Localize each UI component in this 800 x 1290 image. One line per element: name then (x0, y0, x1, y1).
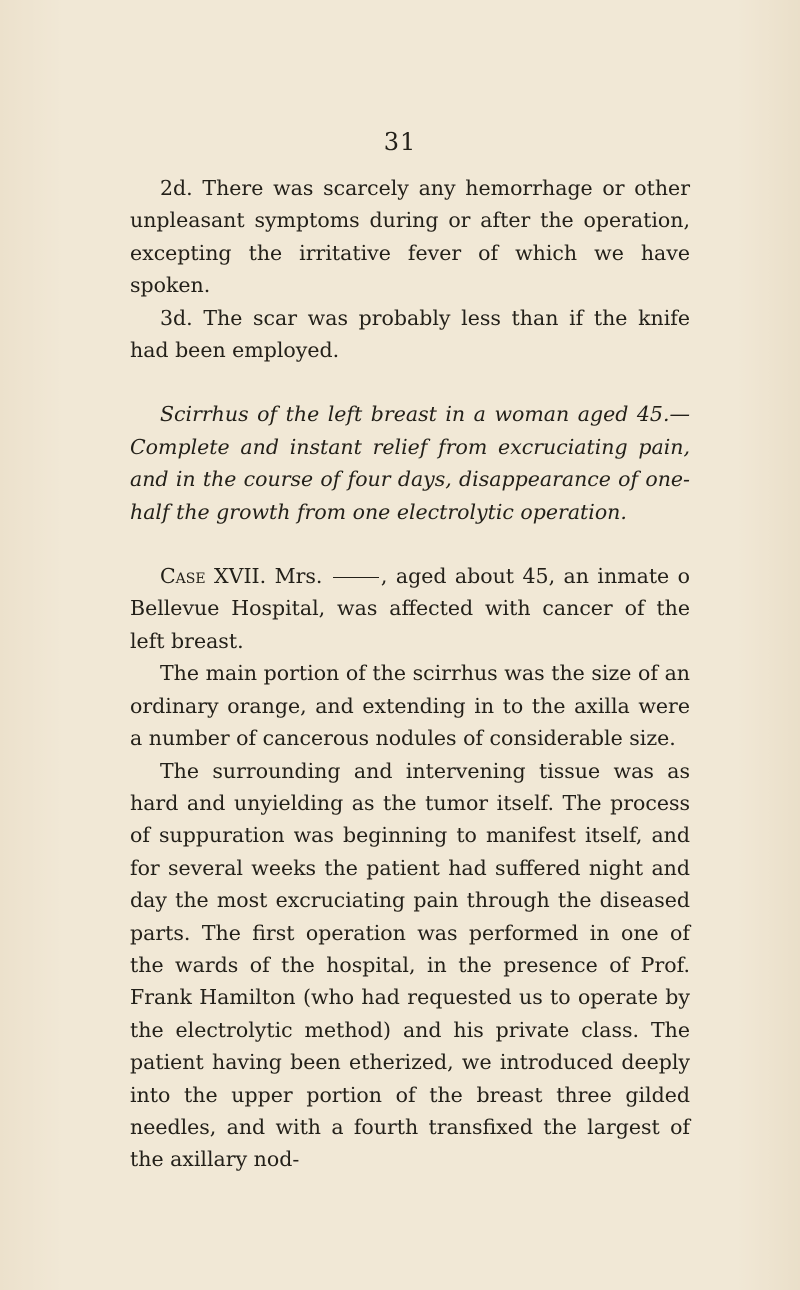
paragraph-observation-2d: 2d. There was scarcely any hemorrhage or other unpleasant symptoms during or after the operation, excepting the irritative fever of which we have spoken. (130, 176, 690, 298)
paragraph-observation-3d: 3d. The scar was probably less than if the knife had been employed. (130, 305, 690, 363)
paragraph-tumor-description: The main portion of the scirrhus was the size of an ordinary orange, and extending in to the axilla were a number of cancerous nodules of considerable size. (130, 661, 690, 751)
case-heading: Scirrhus of the left breast in a woman aged 45.— Complete and instant relief from excruciating pain, and in the course of four days, disappearance of one-half the growth from one electrolytic operation. (130, 402, 690, 524)
paragraph-operation-narrative: The surrounding and intervening tissue was as hard and unyielding as the tumor itself. The process of suppuration was beginning to manifest itself, and for several weeks the patient had suffered night and day the most excruciating pain through the diseased parts. The first operation was performed in one of the wards of the hospital, in the presence of Prof. Frank Hamilton (who had requested us to operate by the electrolytic method) and his private class. The patient having been etherized, we introduced deeply into the upper portion of the breast three gilded needles, and with a fourth transfixed the largest of the axillary nod- (130, 758, 690, 1172)
case-label: Case XVII. (160, 564, 267, 589)
page-body (130, 172, 690, 1176)
paragraph-case-intro (130, 560, 690, 657)
page-number: 31 (383, 128, 417, 156)
name-omitted-dash (333, 577, 379, 578)
case-mrs: Mrs. (274, 564, 323, 589)
case-intro-text: , aged about 45, an inmate o Bellevue Hospital, was affected with cancer of the left breast. (130, 564, 690, 653)
